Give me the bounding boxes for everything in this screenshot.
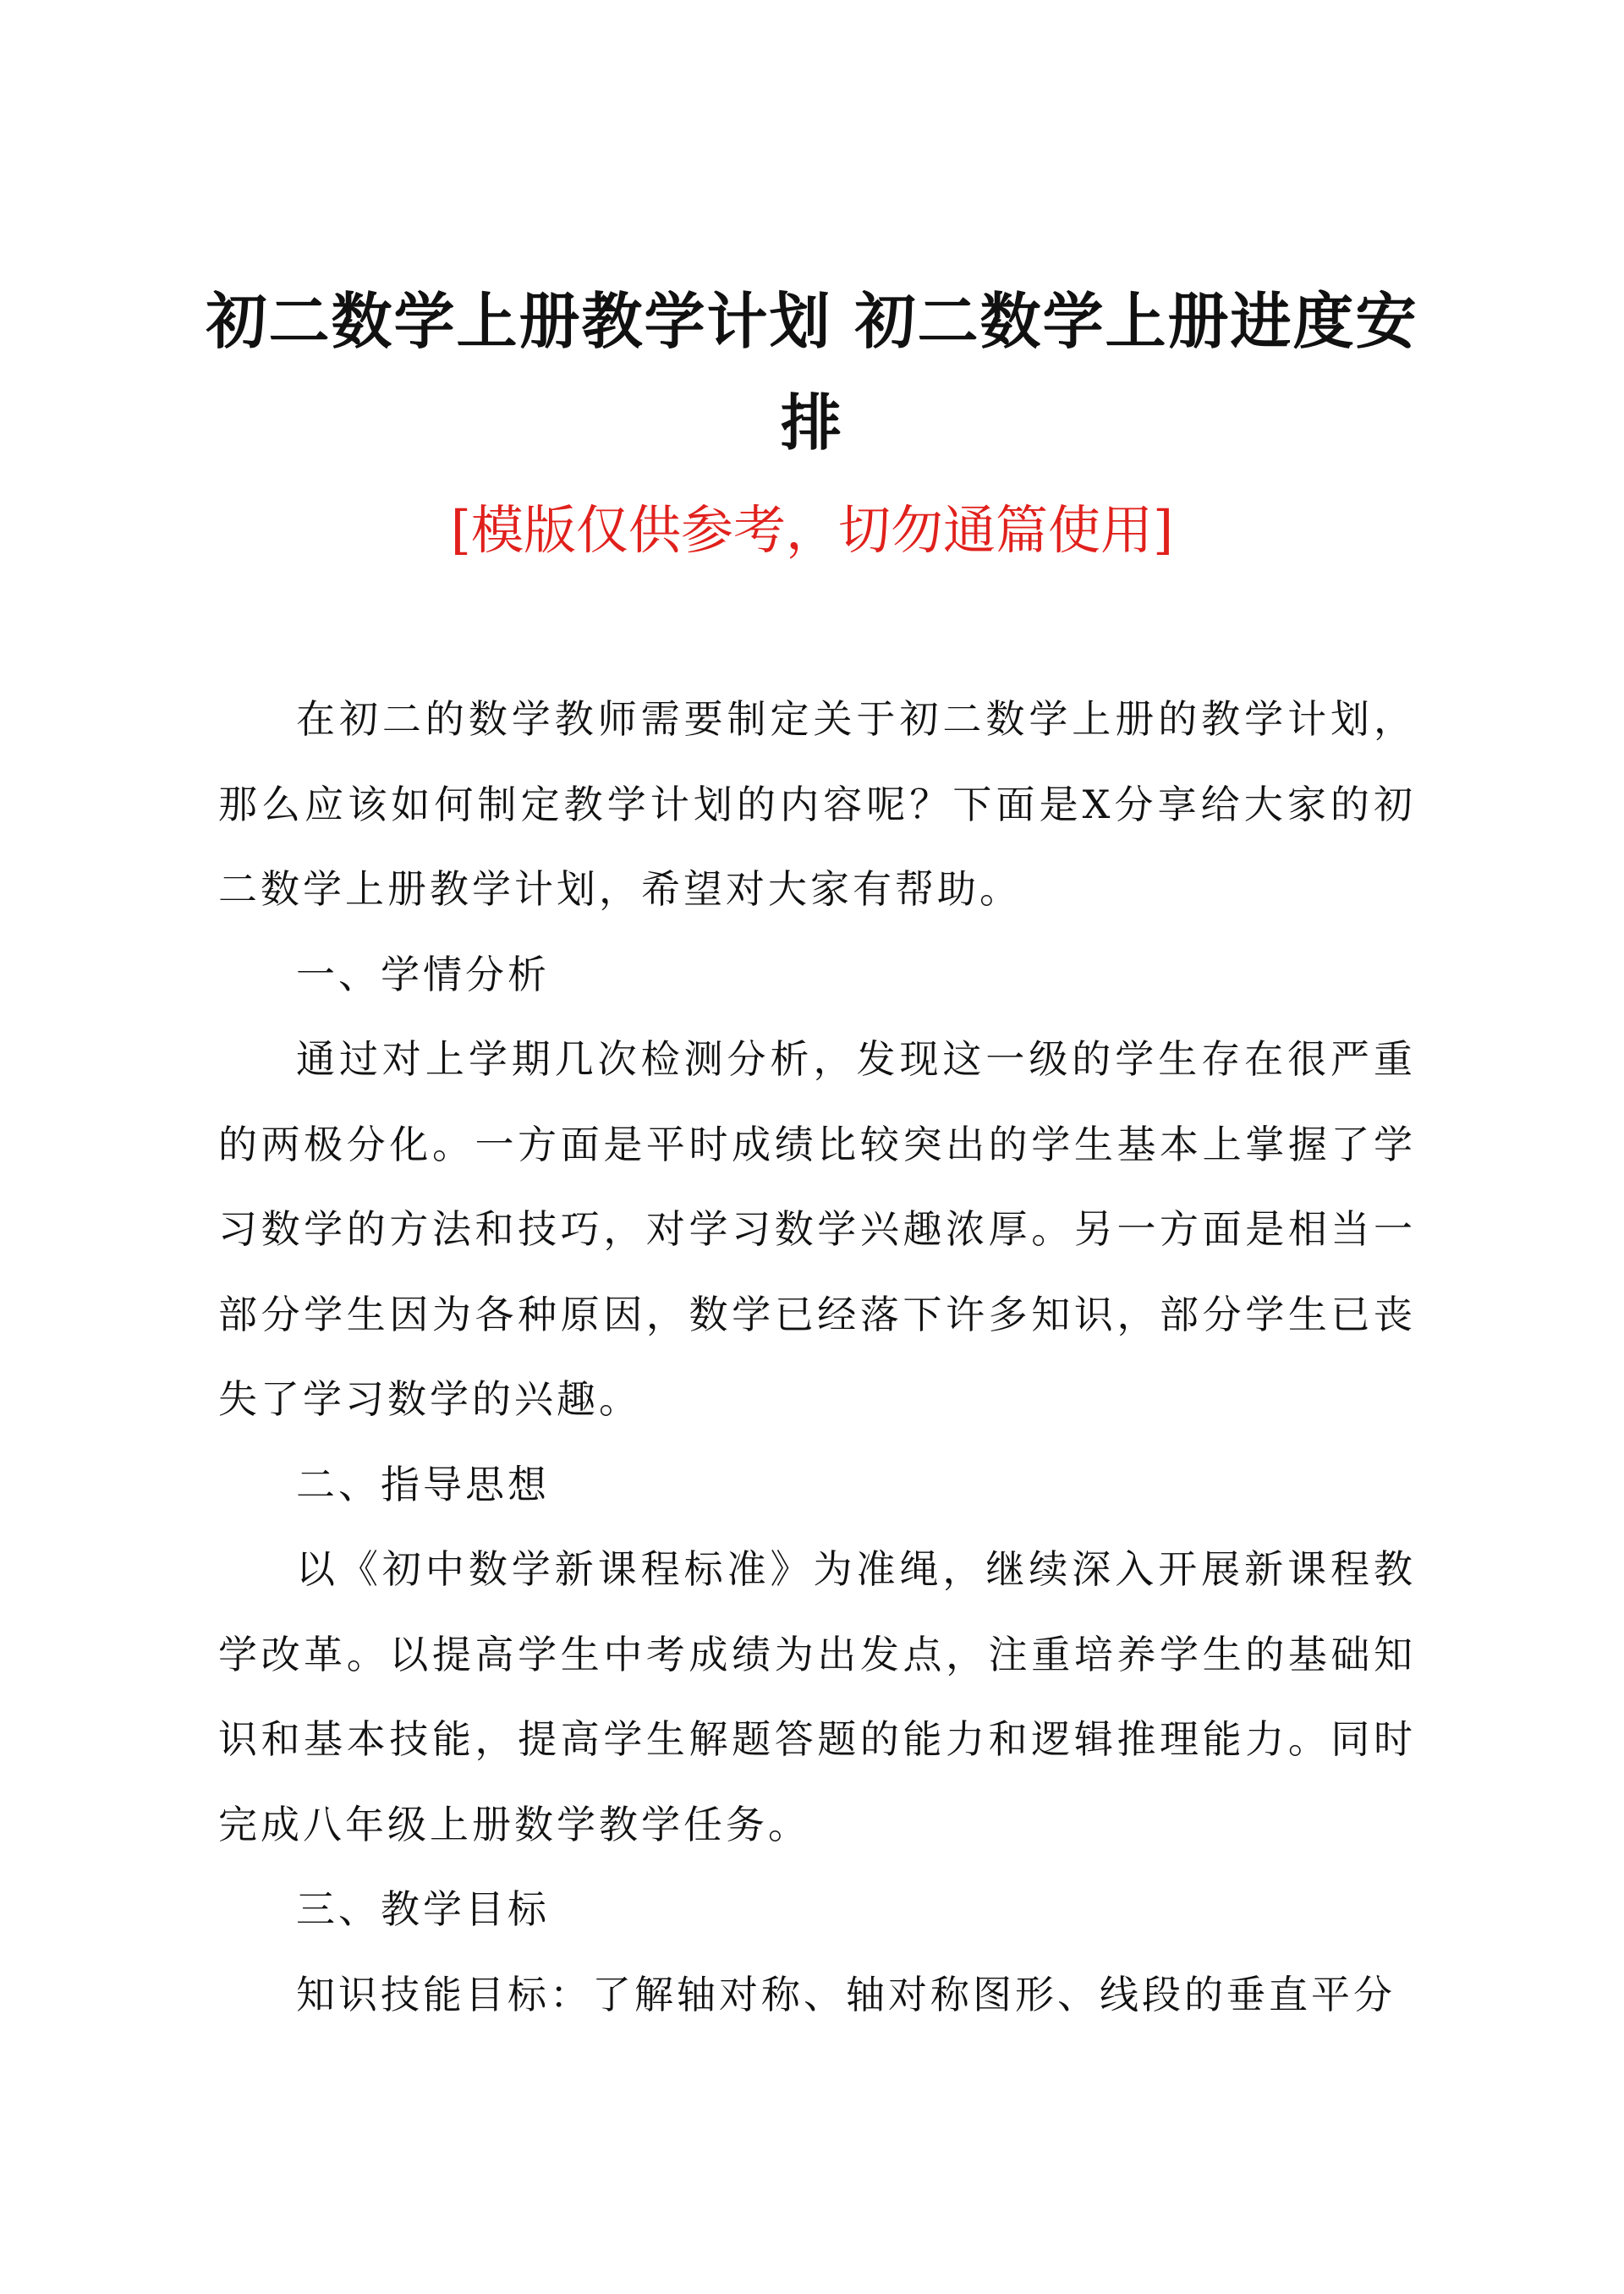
document-title: 初二数学上册教学计划 初二数学上册进度安排	[206, 285, 1418, 458]
section-heading-teaching-goals: 三、教学目标	[296, 1886, 550, 1932]
document-body	[218, 677, 1416, 2037]
intro-paragraph: 在初二的数学教师需要制定关于初二数学上册的教学计划，那么应该如何制定教学计划的内容呢？下面是X分享给大家的初二数学上册教学计划，希望对大家有帮助。	[218, 696, 1416, 912]
template-notice: [模版仅供参考，切勿通篇使用]	[450, 499, 1174, 561]
teaching-goals-paragraph: 知识技能目标：了解轴对称、轴对称图形、线段的垂直平分	[296, 1971, 1396, 2017]
student-analysis-paragraph: 通过对上学期几次检测分析，发现这一级的学生存在很严重的两极分化。一方面是平时成绩比较突出的学生基本上掌握了学习数学的方法和技巧，对学习数学兴趣浓厚。另一方面是相当一部分学生因为各种原因，数学已经落下许多知识，部分学生已丧失了学习数学的兴趣。	[218, 1036, 1416, 1422]
section-heading-guiding-ideology: 二、指导思想	[296, 1461, 550, 1507]
section-heading-student-analysis: 一、学情分析	[296, 951, 550, 997]
title-block	[203, 271, 1421, 577]
guiding-ideology-paragraph: 以《初中数学新课程标准》为准绳，继续深入开展新课程教学改革。以提高学生中考成绩为出发点，注重培养学生的基础知识和基本技能，提高学生解题答题的能力和逻辑推理能力。同时完成八年级上册数学教学任务。	[218, 1546, 1416, 1847]
